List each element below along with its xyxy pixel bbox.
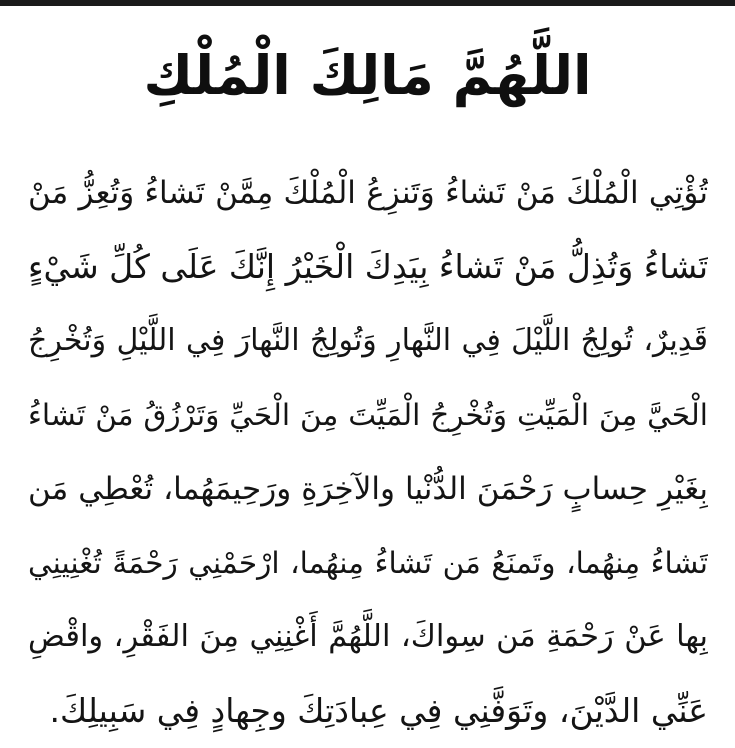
prayer-line-3: قَدِيرٌ، تُولِجُ اللَّيْلَ فِي النَّهارِ وَتُولِجُ النَّهارَ فِي اللَّيْلِ وَتُخْرِجُ bbox=[28, 323, 708, 358]
prayer-line-4: الْحَيَّ مِنَ الْمَيِّتِ وَتُخْرِجُ الْمَيِّتَ مِنَ الْحَيِّ وَتَرْزُقُ مَنْ تَشاءُ bbox=[28, 398, 708, 432]
prayer-line-2: تَشاءُ وَتُذِلُّ مَنْ تَشاءُ بِيَدِكَ الْخَيْرُ إِنَّكَ عَلَى كُلِّ شَيْءٍ bbox=[28, 247, 708, 286]
prayer-line-5: بِغَيْرِ حِسابٍ رَحْمَنَ الدُّنْيا والآخِرَةِ ورَحِيمَهُما، تُعْطِي مَن bbox=[28, 471, 708, 507]
prayer-title: اللَّهُمَّ مَالِكَ الْمُلْكِ bbox=[143, 44, 592, 107]
prayer-line-8: عَنِّي الدَّيْنَ، وتَوَفَّنِي فِي عِبادَتِكَ وجِهادٍ فِي سَبِيلِكَ. bbox=[49, 691, 708, 730]
prayer-body bbox=[28, 156, 708, 748]
prayer-page bbox=[0, 6, 735, 743]
prayer-line-6: تَشاءُ مِنهُما، وتَمنَعُ مَن تَشاءُ مِنهُما، ارْحَمْنِي رَحْمَةً تُغْنِينِي bbox=[28, 546, 708, 580]
prayer-line-7: بِها عَنْ رَحْمَةِ مَن سِواكَ، اللَّهُمَّ أَغْنِنِي مِنَ الفَقْرِ، واقْضِ bbox=[28, 619, 708, 654]
prayer-line-1: تُؤْتِي الْمُلْكَ مَنْ تَشاءُ وَتَنزِعُ الْمُلْكَ مِمَّنْ تَشاءُ وَتُعِزُّ مَنْ bbox=[28, 175, 708, 211]
